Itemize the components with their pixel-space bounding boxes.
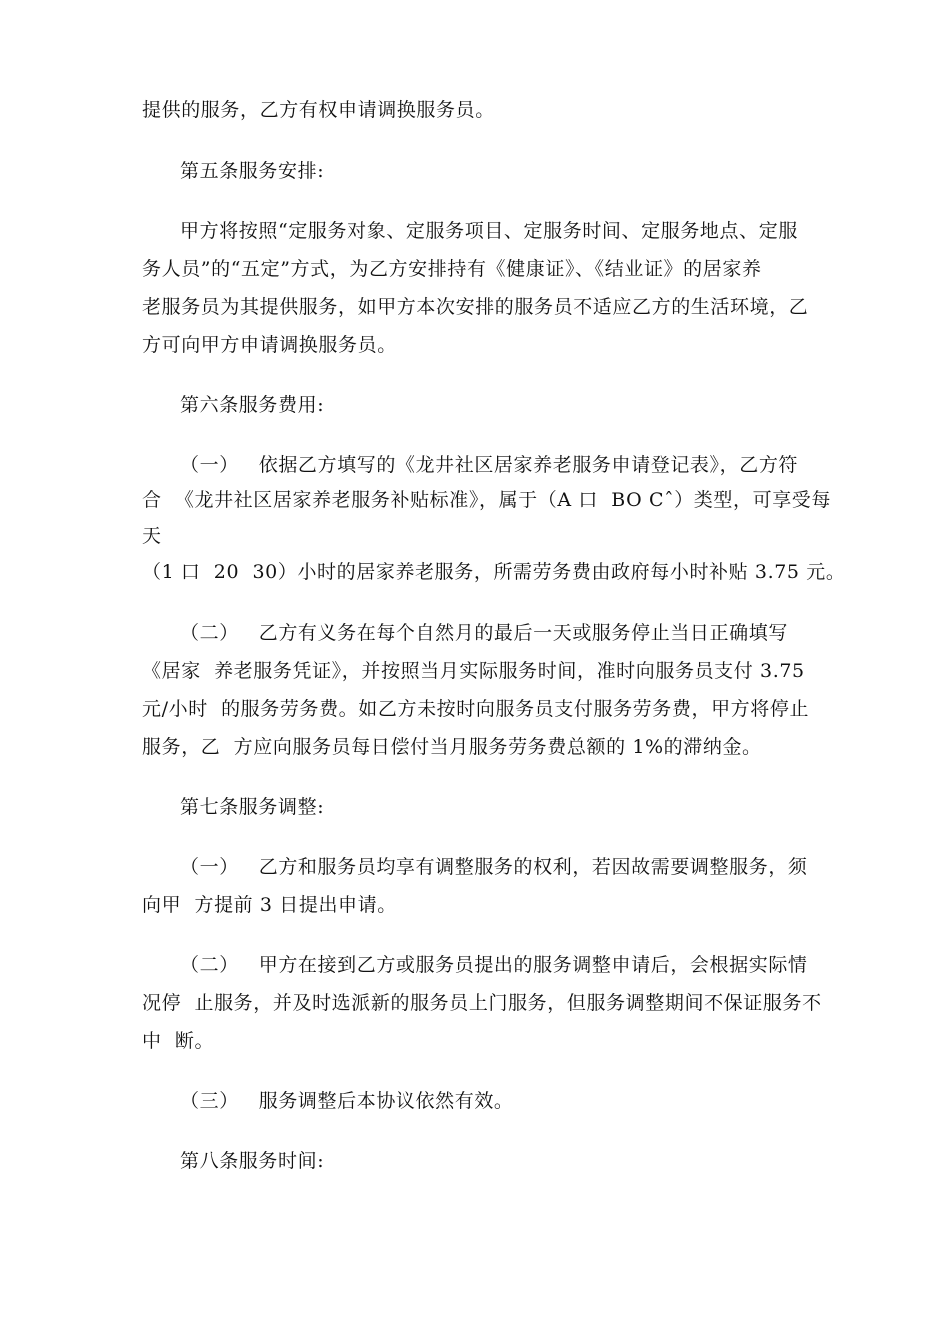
text-line: 向甲 方提前 3 日提出申请。 [142,894,397,916]
text-line: （二） 甲方在接到乙方或服务员提出的服务调整申请后，会根据实际情 [180,954,808,976]
section-heading: 第七条服务调整: [180,796,325,818]
section-heading: 第五条服务安排: [180,160,325,182]
text-line: 提供的服务，乙方有权申请调换服务员。 [142,99,495,121]
text-line: 务人员”的“五定”方式，为乙方安排持有《健康证》、《结业证》的居家养 [142,258,762,280]
text-line: （二） 乙方有义务在每个自然月的最后一天或服务停止当日正确填写 [180,622,788,644]
text-line: 老服务员为其提供服务，如甲方本次安排的服务员不适应乙方的生活环境，乙 [142,296,809,318]
text-line: 服务，乙 方应向服务员每日偿付当月服务劳务费总额的 1%的滞纳金。 [142,736,762,758]
text-line: 天 [142,525,162,547]
section-heading: 第六条服务费用: [180,394,325,416]
text-line: （一） 乙方和服务员均享有调整服务的权利，若因故需要调整服务，须 [180,856,808,878]
text-line: 《居家 养老服务凭证》，并按照当月实际服务时间，准时向服务员支付 3.75 [142,660,805,682]
text-line: （1 口 20 30）小时的居家养老服务，所需劳务费由政府每小时补贴 3.75 元。 [142,561,846,583]
text-line: 况停 止服务，并及时选派新的服务员上门服务，但服务调整期间不保证服务不 [142,992,822,1014]
text-line: （三） 服务调整后本协议依然有效。 [180,1090,514,1112]
text-line: 中 断。 [142,1030,215,1052]
text-line: 合 《龙井社区居家养老服务补贴标准》，属于（A 口 BO Cˆ）类型，可享受每 [142,489,831,511]
section-heading: 第八条服务时间: [180,1150,325,1172]
text-line: 方可向甲方申请调换服务员。 [142,334,397,356]
text-line: 元/小时 的服务劳务费。如乙方未按时向服务员支付服务劳务费，甲方将停止 [142,698,810,720]
text-line: （一） 依据乙方填写的《龙井社区居家养老服务申请登记表》，乙方符 [180,454,799,476]
text-line: 甲方将按照“定服务对象、定服务项目、定服务时间、定服务地点、定服 [180,220,798,242]
